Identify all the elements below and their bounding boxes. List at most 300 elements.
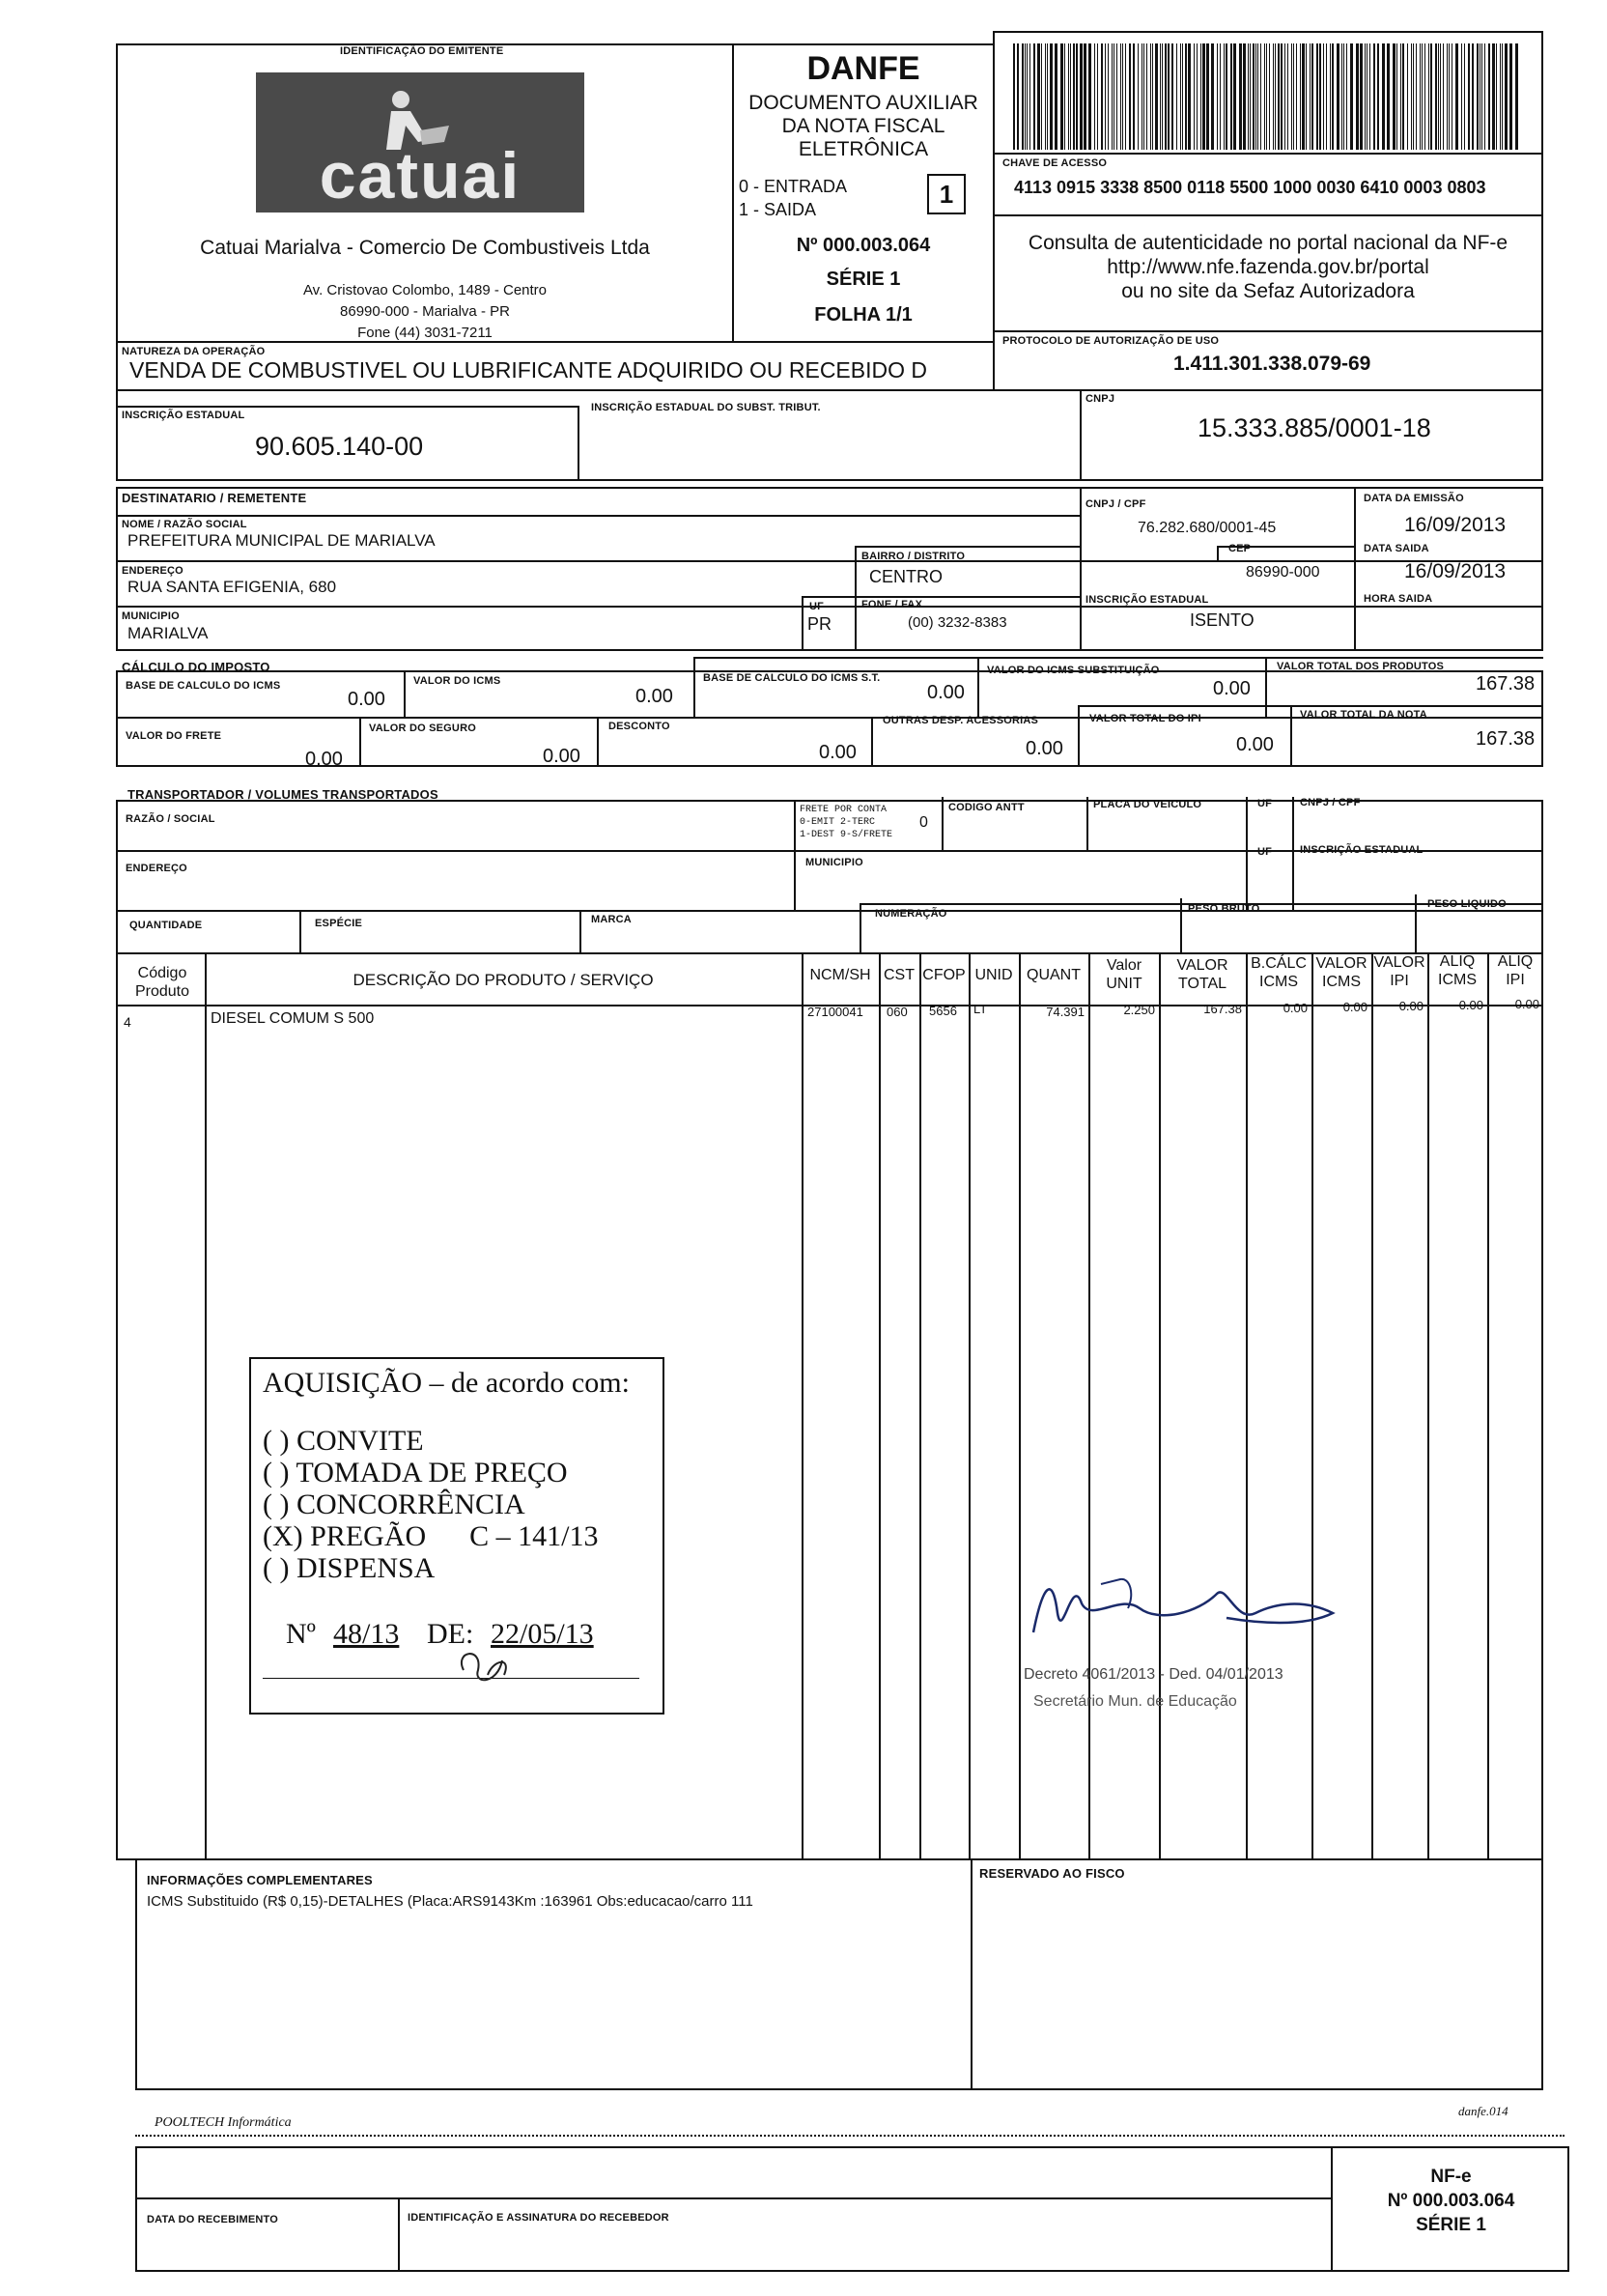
divider bbox=[359, 717, 361, 767]
insurance-label: VALOR DO SEGURO bbox=[369, 723, 476, 734]
barcode-bar bbox=[1080, 43, 1083, 150]
barcode-bar bbox=[1122, 43, 1123, 150]
recipient-city-label: MUNICIPIO bbox=[122, 610, 180, 622]
access-key-label: CHAVE DE ACESSO bbox=[1002, 157, 1108, 169]
base-st-label: BASE DE CALCULO DO ICMS S.T. bbox=[703, 672, 881, 684]
barcode-bar bbox=[1027, 43, 1028, 150]
footer-nfe: NF-e bbox=[1430, 2167, 1472, 2187]
base-icms-label: BASE DE CALCULO DO ICMS bbox=[126, 680, 281, 692]
barcode-bar bbox=[1084, 43, 1086, 150]
barcode-bar bbox=[1197, 43, 1198, 150]
row-ncm: 27100041 bbox=[807, 1005, 863, 1019]
issuer-address: Av. Cristovao Colombo, 1489 - Centro bbox=[302, 282, 548, 298]
other-value: 0.00 bbox=[1026, 738, 1063, 759]
barcode-bar bbox=[1022, 43, 1024, 150]
ie-value: 90.605.140-00 bbox=[255, 432, 424, 461]
barcode-bar bbox=[1064, 43, 1065, 150]
cep-value: 86990-000 bbox=[1246, 564, 1320, 581]
barcode-bar bbox=[1393, 43, 1396, 150]
barcode-icon bbox=[1009, 43, 1526, 150]
row-vipi: 0.00 bbox=[1398, 999, 1424, 1013]
icms-st-label: VALOR DO ICMS SUBSTITUIÇÃO bbox=[987, 665, 1160, 676]
barcode-bar bbox=[1260, 43, 1261, 150]
products-label: VALOR TOTAL DOS PRODUTOS bbox=[1277, 661, 1445, 672]
ipi-value: 0.00 bbox=[1236, 734, 1274, 755]
divider bbox=[1311, 952, 1313, 1860]
divider bbox=[116, 406, 578, 408]
divider bbox=[1246, 952, 1248, 1860]
footer-serie: SÉRIE 1 bbox=[1416, 2215, 1486, 2235]
barcode-bar bbox=[1373, 43, 1375, 150]
barcode-bar bbox=[1176, 43, 1177, 150]
divider bbox=[1354, 487, 1356, 651]
barcode-bar bbox=[1505, 43, 1508, 150]
stamp-date-prefix: DE: bbox=[427, 1618, 474, 1650]
barcode-bar bbox=[1217, 43, 1218, 150]
barcode-bar bbox=[1484, 43, 1485, 150]
barcode-bar bbox=[1200, 43, 1201, 150]
divider bbox=[855, 546, 1080, 548]
plate-label: PLACA DO VEICULO bbox=[1093, 799, 1202, 810]
col-vunit: Valor UNIT bbox=[1106, 957, 1142, 992]
divider bbox=[971, 1858, 973, 2090]
barcode-bar bbox=[1422, 43, 1423, 150]
freight-by-1: FRETE POR CONTA bbox=[800, 805, 888, 815]
barcode-bar bbox=[1316, 43, 1318, 150]
barcode-bar bbox=[1281, 43, 1283, 150]
complementary-label: INFORMAÇÕES COMPLEMENTARES bbox=[147, 1873, 373, 1887]
barcode-bar bbox=[1492, 43, 1495, 150]
divider bbox=[969, 952, 971, 1860]
divider bbox=[404, 670, 406, 717]
company-logo bbox=[256, 72, 584, 213]
barcode-bar bbox=[1343, 43, 1344, 150]
divider bbox=[1019, 952, 1021, 1860]
barcode-bar bbox=[1150, 43, 1151, 150]
access-key: 4113 0915 3338 8500 0118 5500 1000 0030 6410 0003 0803 bbox=[1014, 178, 1486, 197]
barcode-bar bbox=[1400, 43, 1401, 150]
barcode-bar bbox=[1248, 43, 1249, 150]
col-code: Código Produto bbox=[134, 965, 190, 1000]
barcode-bar bbox=[1041, 43, 1042, 150]
row-quant: 74.391 bbox=[1046, 1005, 1085, 1019]
barcode-bar bbox=[1273, 43, 1274, 150]
phone-label: FONE / FAX bbox=[861, 599, 923, 610]
barcode-bar bbox=[1105, 43, 1106, 150]
issuer-section-label: IDENTIFICAÇÃO DO EMITENTE bbox=[340, 45, 504, 57]
barcode-bar bbox=[1264, 43, 1265, 150]
divider bbox=[1292, 797, 1294, 910]
barcode-bar bbox=[1076, 43, 1078, 150]
freight-value: 0.00 bbox=[305, 749, 343, 770]
barcode-bar bbox=[1255, 43, 1256, 150]
divider bbox=[993, 153, 1543, 155]
row-desc: DIESEL COMUM S 500 bbox=[211, 1010, 375, 1027]
barcode-bar bbox=[1369, 43, 1370, 150]
divider bbox=[135, 2197, 1333, 2199]
barcode-bar bbox=[1269, 43, 1270, 150]
acquisition-stamp bbox=[249, 1357, 664, 1715]
barcode bbox=[1009, 43, 1526, 150]
barcode-bar bbox=[1402, 43, 1404, 150]
barcode-bar bbox=[1284, 43, 1285, 150]
barcode-bar bbox=[1025, 43, 1026, 150]
barcode-bar bbox=[1165, 43, 1167, 150]
recipient-city: MARIALVA bbox=[127, 624, 209, 642]
barcode-bar bbox=[1447, 43, 1448, 150]
barcode-bar bbox=[1310, 43, 1311, 150]
barcode-bar bbox=[1037, 43, 1040, 150]
divider bbox=[802, 596, 1082, 598]
ie-st-label: INSCRIÇÃO ESTADUAL DO SUBST. TRIBUT. bbox=[591, 402, 821, 413]
divider bbox=[1487, 952, 1489, 1860]
divider bbox=[1078, 705, 1543, 707]
ipi-label: VALOR TOTAL DO IPI bbox=[1089, 713, 1201, 724]
divider bbox=[116, 560, 1543, 562]
icms-value: 0.00 bbox=[635, 686, 673, 707]
divider bbox=[579, 910, 581, 954]
operation-label: NATUREZA DA OPERAÇÃO bbox=[122, 346, 266, 357]
barcode-bar bbox=[1472, 43, 1474, 150]
divider bbox=[802, 952, 804, 1860]
barcode-bar bbox=[1435, 43, 1437, 150]
protocol-value: 1.411.301.338.079-69 bbox=[1173, 353, 1371, 375]
barcode-bar bbox=[1068, 43, 1069, 150]
products-value: 167.38 bbox=[1476, 673, 1536, 694]
barcode-bar bbox=[1481, 43, 1482, 150]
divider bbox=[1086, 797, 1088, 850]
barcode-bar bbox=[1319, 43, 1321, 150]
carrier-uf2-label: UF bbox=[1257, 846, 1273, 858]
divider bbox=[1217, 546, 1219, 560]
consult-line-2[interactable]: http://www.nfe.fazenda.gov.br/portal bbox=[1107, 256, 1429, 278]
volume-brand-label: MARCA bbox=[591, 914, 632, 925]
divider bbox=[116, 910, 1543, 912]
barcode-bar bbox=[1239, 43, 1242, 150]
ie-label: INSCRIÇÃO ESTADUAL bbox=[122, 410, 245, 421]
barcode-bar bbox=[1326, 43, 1327, 150]
divider bbox=[1246, 797, 1248, 910]
divider bbox=[1265, 657, 1267, 717]
row-bcicms: 0.00 bbox=[1283, 1001, 1308, 1015]
barcode-bar bbox=[1293, 43, 1294, 150]
cep-label: CEP bbox=[1228, 543, 1252, 554]
barcode-bar bbox=[1108, 43, 1109, 150]
freight-by-3: 1-DEST 9-S/FRETE bbox=[800, 830, 893, 840]
icms-st-value: 0.00 bbox=[1213, 678, 1251, 699]
uf-label: UF bbox=[809, 601, 825, 612]
protocol-label: PROTOCOLO DE AUTORIZAÇÃO DE USO bbox=[1002, 335, 1220, 347]
divider bbox=[860, 903, 861, 954]
software-brand: POOLTECH Informática bbox=[155, 2115, 292, 2130]
barcode-bar bbox=[1143, 43, 1144, 150]
recipient-ie-label: INSCRIÇÃO ESTADUAL bbox=[1085, 594, 1209, 606]
divider bbox=[597, 717, 599, 767]
operation-value: VENDA DE COMBUSTIVEL OU LUBRIFICANTE ADQUIRIDO OU RECEBIDO D bbox=[129, 357, 928, 383]
icms-label: VALOR DO ICMS bbox=[413, 675, 501, 687]
barcode-bar bbox=[1428, 43, 1429, 150]
total-value: 167.38 bbox=[1476, 728, 1536, 750]
barcode-bar bbox=[1047, 43, 1048, 150]
divider bbox=[879, 952, 881, 1860]
divider bbox=[1088, 952, 1090, 1860]
barcode-bar bbox=[1306, 43, 1307, 150]
antt-label: CODIGO ANTT bbox=[948, 802, 1025, 813]
danfe-type: 1 bbox=[927, 174, 966, 214]
danfe-entrada: 0 - ENTRADA bbox=[739, 177, 848, 196]
barcode-bar bbox=[1488, 43, 1490, 150]
barcode-bar bbox=[1073, 43, 1075, 150]
divider bbox=[1427, 952, 1429, 1860]
divider bbox=[1078, 705, 1080, 767]
barcode-bar bbox=[1220, 43, 1221, 150]
barcode-bar bbox=[1416, 43, 1417, 150]
barcode-bar bbox=[1291, 43, 1292, 150]
carrier-uf-label: UF bbox=[1257, 798, 1273, 809]
discount-label: DESCONTO bbox=[608, 721, 670, 732]
volume-qty-label: QUANTIDADE bbox=[129, 920, 203, 931]
barcode-bar bbox=[1365, 43, 1366, 150]
stamp-option-tomada: ( ) TOMADA DE PREÇO bbox=[263, 1457, 568, 1488]
barcode-bar bbox=[1502, 43, 1503, 150]
danfe-subtitle-1: DOCUMENTO AUXILIAR bbox=[748, 92, 978, 114]
transport-section: TRANSPORTADOR / VOLUMES TRANSPORTADOS bbox=[127, 787, 438, 802]
barcode-bar bbox=[1070, 43, 1071, 150]
row-cst: 060 bbox=[887, 1005, 908, 1019]
consult-line-3: ou no site da Sefaz Autorizadora bbox=[1121, 280, 1415, 302]
barcode-bar bbox=[1180, 43, 1181, 150]
danfe-subtitle-2: DA NOTA FISCAL bbox=[781, 115, 945, 137]
barcode-bar bbox=[1413, 43, 1414, 150]
barcode-bar bbox=[1287, 43, 1288, 150]
danfe-number: Nº 000.003.064 bbox=[796, 235, 931, 256]
consult-line-1: Consulta de autenticidade no portal nacional da NF-e bbox=[1028, 232, 1508, 254]
cnpj-value: 15.333.885/0001-18 bbox=[1198, 413, 1431, 442]
col-unid: UNID bbox=[974, 967, 1013, 983]
barcode-bar bbox=[1160, 43, 1161, 150]
barcode-bar bbox=[1129, 43, 1131, 150]
recipient-name-label: NOME / RAZÃO SOCIAL bbox=[122, 519, 247, 530]
freight-by-value: 0 bbox=[919, 814, 928, 831]
recipient-cnpj-label: CNPJ / CPF bbox=[1085, 498, 1146, 510]
recipient-address: RUA SANTA EFIGENIA, 680 bbox=[127, 578, 337, 596]
barcode-bar bbox=[1330, 43, 1331, 150]
insurance-value: 0.00 bbox=[543, 746, 580, 767]
stamp-number-prefix: Nº bbox=[286, 1618, 316, 1650]
danfe-serie: SÉRIE 1 bbox=[826, 269, 901, 290]
district-value: CENTRO bbox=[869, 567, 943, 586]
signature-line-1: Decreto 4061/2013 - Ded. 04/01/2013 bbox=[1024, 1666, 1283, 1683]
divider bbox=[802, 596, 804, 651]
exit-value: 16/09/2013 bbox=[1404, 560, 1507, 582]
divider bbox=[919, 952, 921, 1860]
barcode-bar bbox=[1101, 43, 1103, 150]
divider bbox=[1180, 898, 1182, 954]
col-quant: QUANT bbox=[1027, 967, 1081, 983]
receipt-sign-label: IDENTIFICAÇÃO E ASSINATURA DO RECEBEDOR bbox=[408, 2212, 669, 2224]
barcode-bar bbox=[1088, 43, 1091, 150]
carrier-address-label: ENDEREÇO bbox=[126, 863, 187, 874]
barcode-bar bbox=[1155, 43, 1158, 150]
stamp-date: 22/05/13 bbox=[491, 1618, 594, 1650]
barcode-bar bbox=[1250, 43, 1251, 150]
carrier-name-label: RAZÃO / SOCIAL bbox=[126, 813, 215, 825]
barcode-bar bbox=[1202, 43, 1205, 150]
tax-section: CÁLCULO DO IMPOSTO bbox=[122, 660, 270, 674]
barcode-bar bbox=[1029, 43, 1030, 150]
barcode-bar bbox=[1116, 43, 1117, 150]
col-vicms: VALOR ICMS bbox=[1315, 955, 1367, 990]
emission-value: 16/09/2013 bbox=[1404, 514, 1507, 536]
barcode-bar bbox=[1407, 43, 1408, 150]
barcode-bar bbox=[1350, 43, 1353, 150]
danfe-folha: FOLHA 1/1 bbox=[814, 304, 913, 326]
col-cfop: CFOP bbox=[922, 967, 966, 983]
barcode-bar bbox=[1382, 43, 1385, 150]
barcode-bar bbox=[1411, 43, 1412, 150]
logo-text: catuai bbox=[319, 139, 522, 213]
divider bbox=[1080, 487, 1082, 651]
divider bbox=[1371, 952, 1373, 1860]
stamp-option-concorrencia: ( ) CONCORRÊNCIA bbox=[263, 1488, 525, 1520]
barcode-bar bbox=[1017, 43, 1019, 150]
barcode-bar bbox=[1045, 43, 1046, 150]
barcode-bar bbox=[1440, 43, 1441, 150]
barcode-bar bbox=[1461, 43, 1462, 150]
freight-label: VALOR DO FRETE bbox=[126, 730, 222, 742]
barcode-bar bbox=[1050, 43, 1053, 150]
divider bbox=[116, 515, 1082, 517]
barcode-bar bbox=[1515, 43, 1518, 150]
barcode-bar bbox=[1055, 43, 1057, 150]
other-label: OUTRAS DESP. ACESSORIAS bbox=[883, 715, 1039, 726]
stamp-option-pregao: (X) PREGÃO C – 141/13 bbox=[263, 1520, 599, 1552]
col-vipi: VALOR IPI bbox=[1373, 954, 1425, 989]
divider bbox=[398, 2197, 400, 2272]
barcode-bar bbox=[1097, 43, 1098, 150]
barcode-bar bbox=[1162, 43, 1163, 150]
divider bbox=[993, 330, 1543, 332]
barcode-bar bbox=[1500, 43, 1501, 150]
barcode-bar bbox=[1509, 43, 1512, 150]
col-desc: DESCRIÇÃO DO PRODUTO / SERVIÇO bbox=[352, 971, 654, 989]
divider bbox=[693, 657, 695, 717]
divider bbox=[871, 717, 873, 767]
col-bcicms: B.CÁLC ICMS bbox=[1251, 955, 1307, 990]
divider bbox=[693, 657, 1543, 659]
divider bbox=[942, 797, 944, 850]
barcode-bar bbox=[1455, 43, 1458, 150]
divider bbox=[977, 657, 979, 717]
barcode-bar bbox=[1387, 43, 1390, 150]
barcode-bar bbox=[1396, 43, 1397, 150]
signature-icon bbox=[1014, 1555, 1342, 1661]
barcode-bar bbox=[1094, 43, 1095, 150]
footer-number: Nº 000.003.064 bbox=[1387, 2191, 1515, 2211]
barcode-bar bbox=[1125, 43, 1126, 150]
barcode-bar bbox=[1468, 43, 1470, 150]
barcode-bar bbox=[1266, 43, 1267, 150]
col-aipi: ALIQ IPI bbox=[1497, 953, 1534, 988]
fisco-label: RESERVADO AO FISCO bbox=[979, 1866, 1125, 1881]
row-code: 4 bbox=[124, 1014, 131, 1030]
barcode-bar bbox=[1443, 43, 1444, 150]
barcode-bar bbox=[1477, 43, 1479, 150]
issuer-phone: Fone (44) 3031-7211 bbox=[357, 325, 493, 341]
barcode-bar bbox=[1323, 43, 1324, 150]
divider bbox=[855, 596, 857, 651]
barcode-bar bbox=[1337, 43, 1339, 150]
barcode-bar bbox=[1188, 43, 1191, 150]
cut-line bbox=[135, 2135, 1565, 2137]
row-vunit: 2.250 bbox=[1123, 1003, 1155, 1017]
barcode-bar bbox=[1424, 43, 1425, 150]
barcode-bar bbox=[1300, 43, 1301, 150]
divider bbox=[1080, 389, 1082, 481]
hour-label: HORA SAIDA bbox=[1364, 593, 1433, 605]
divider bbox=[116, 606, 1543, 608]
uf-value: PR bbox=[807, 614, 832, 634]
issuer-name: Catuai Marialva - Comercio De Combustiveis Ltda bbox=[200, 237, 650, 259]
row-aicms: 0.00 bbox=[1458, 998, 1483, 1012]
col-vtotal: VALOR TOTAL bbox=[1176, 957, 1228, 992]
barcode-bar bbox=[1496, 43, 1497, 150]
recipient-cnpj: 76.282.680/0001-45 bbox=[1138, 520, 1277, 536]
divider bbox=[299, 910, 301, 954]
stamp-title: AQUISIÇÃO – de acordo com: bbox=[263, 1367, 630, 1399]
stamp-option-dispensa: ( ) DISPENSA bbox=[263, 1552, 436, 1584]
barcode-bar bbox=[1152, 43, 1153, 150]
barcode-bar bbox=[1356, 43, 1359, 150]
barcode-bar bbox=[1311, 43, 1313, 150]
issuer-city: 86990-000 - Marialva - PR bbox=[340, 303, 510, 320]
carrier-ie-label: INSCRIÇÃO ESTADUAL bbox=[1300, 844, 1424, 856]
barcode-bar bbox=[1296, 43, 1297, 150]
barcode-bar bbox=[1182, 43, 1183, 150]
gross-weight-label: PESO BRUTO bbox=[1188, 903, 1260, 915]
barcode-bar bbox=[1253, 43, 1255, 150]
total-label: VALOR TOTAL DA NOTA bbox=[1300, 709, 1427, 721]
carrier-cnpj-label: CNPJ / CPF bbox=[1300, 797, 1361, 808]
col-aicms: ALIQ ICMS bbox=[1438, 953, 1477, 988]
form-code: danfe.014 bbox=[1458, 2104, 1508, 2118]
barcode-bar bbox=[1168, 43, 1170, 150]
barcode-bar bbox=[1302, 43, 1305, 150]
barcode-bar bbox=[1211, 43, 1214, 150]
barcode-bar bbox=[1226, 43, 1227, 150]
stamp-number: 48/13 bbox=[333, 1618, 400, 1650]
barcode-bar bbox=[1346, 43, 1347, 150]
barcode-bar bbox=[1438, 43, 1439, 150]
stamp-option-convite: ( ) CONVITE bbox=[263, 1425, 424, 1457]
danfe-title: DANFE bbox=[806, 50, 920, 87]
divider bbox=[1159, 952, 1161, 1860]
barcode-bar bbox=[1257, 43, 1258, 150]
barcode-bar bbox=[1341, 43, 1342, 150]
barcode-bar bbox=[1224, 43, 1225, 150]
carrier-city-label: MUNICIPIO bbox=[805, 857, 863, 868]
discount-value: 0.00 bbox=[819, 742, 857, 763]
emission-label: DATA DA EMISSÃO bbox=[1364, 493, 1464, 504]
base-icms-value: 0.00 bbox=[348, 689, 385, 710]
barcode-bar bbox=[1377, 43, 1379, 150]
barcode-bar bbox=[1033, 43, 1035, 150]
recipient-address-label: ENDEREÇO bbox=[122, 565, 183, 577]
barcode-bar bbox=[1243, 43, 1246, 150]
row-cfop: 5656 bbox=[929, 1004, 957, 1018]
col-ncm: NCM/SH bbox=[809, 967, 871, 983]
barcode-bar bbox=[1332, 43, 1334, 150]
